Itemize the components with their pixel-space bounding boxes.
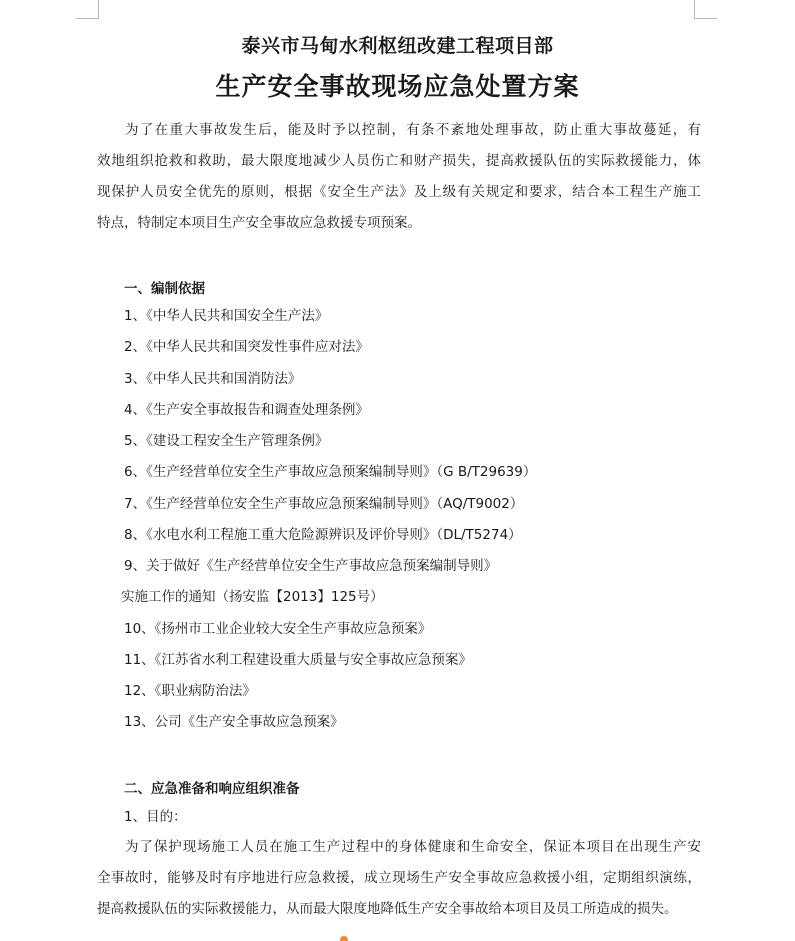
basis-item: 3、《中华人民共和国消防法》 [124, 370, 302, 387]
basis-list [121, 306, 537, 744]
section-heading-preparation: 二、应急准备和响应组织准备 [124, 781, 300, 797]
purpose-line: 提高救援队伍的实际救援能力，从而最大限度地降低生产安全事故给本项目及员工所造成的损失。 [97, 901, 678, 917]
intro-line: 特点，特制定本项目生产安全事故应急救援专项预案。 [97, 215, 421, 231]
intro-line: 现保护人员安全优先的原则，根据《安全生产法》及上级有关规定和要求，结合本工程生产施工 [97, 184, 701, 200]
basis-item: 9、关于做好《生产经营单位安全生产事故应急预案编制导则》 [124, 558, 498, 574]
top-left-crop-mark [76, 0, 99, 19]
top-right-crop-mark [694, 0, 717, 19]
basis-item: 13、公司《生产安全事故应急预案》 [124, 714, 344, 731]
intro-line: 效地组织抢救和救助，最大限度地减少人员伤亡和财产损失，提高救援队伍的实际救援能力，体 [97, 153, 701, 169]
basis-item: 11、《江苏省水利工程建设重大质量与安全事故应急预案》 [124, 651, 472, 668]
page-edge-marker [340, 936, 348, 941]
basis-item: 2、《中华人民共和国突发性事件应对法》 [124, 339, 369, 356]
purpose-line: 为了保护现场施工人员在施工生产过程中的身体健康和生命安全，保证本项目在出现生产安 [125, 839, 701, 855]
purpose-paragraph [97, 832, 701, 925]
basis-item: 12、《职业病防治法》 [124, 683, 256, 699]
purpose-label: 1、目的： [124, 809, 187, 825]
intro-line: 为了在重大事故发生后，能及时予以控制，有条不紊地处理事故，防止重大事故蔓延，有 [125, 122, 701, 138]
basis-item: 实施工作的通知（扬安监【2013】125号） [121, 589, 384, 606]
basis-item: 7、《生产经营单位安全生产事故应急预案编制导则》（AQ/T9002） [124, 495, 524, 512]
section-heading-basis: 一、编制依据 [124, 281, 205, 297]
intro-paragraph [97, 115, 701, 239]
basis-item: 10、《扬州市工业企业较大安全生产事故应急预案》 [124, 620, 432, 637]
basis-item: 1、《中华人民共和国安全生产法》 [124, 308, 329, 324]
basis-item: 6、《生产经营单位安全生产事故应急预案编制导则》（G B/T29639） [124, 464, 537, 481]
purpose-line: 全事故时，能够及时有序地进行应急救援，成立现场生产安全事故应急救援小组，定期组织演练， [97, 870, 701, 886]
basis-item: 8、《水电水利工程施工重大危险源辨识及评价导则》（DL/T5274） [124, 526, 522, 543]
basis-item: 4、《生产安全事故报告和调查处理条例》 [124, 401, 369, 418]
organization-title: 泰兴市马甸水利枢纽改建工程项目部 [241, 35, 554, 57]
basis-item: 5、《建设工程安全生产管理条例》 [124, 433, 329, 449]
document-title: 生产安全事故现场应急处置方案 [215, 72, 580, 101]
